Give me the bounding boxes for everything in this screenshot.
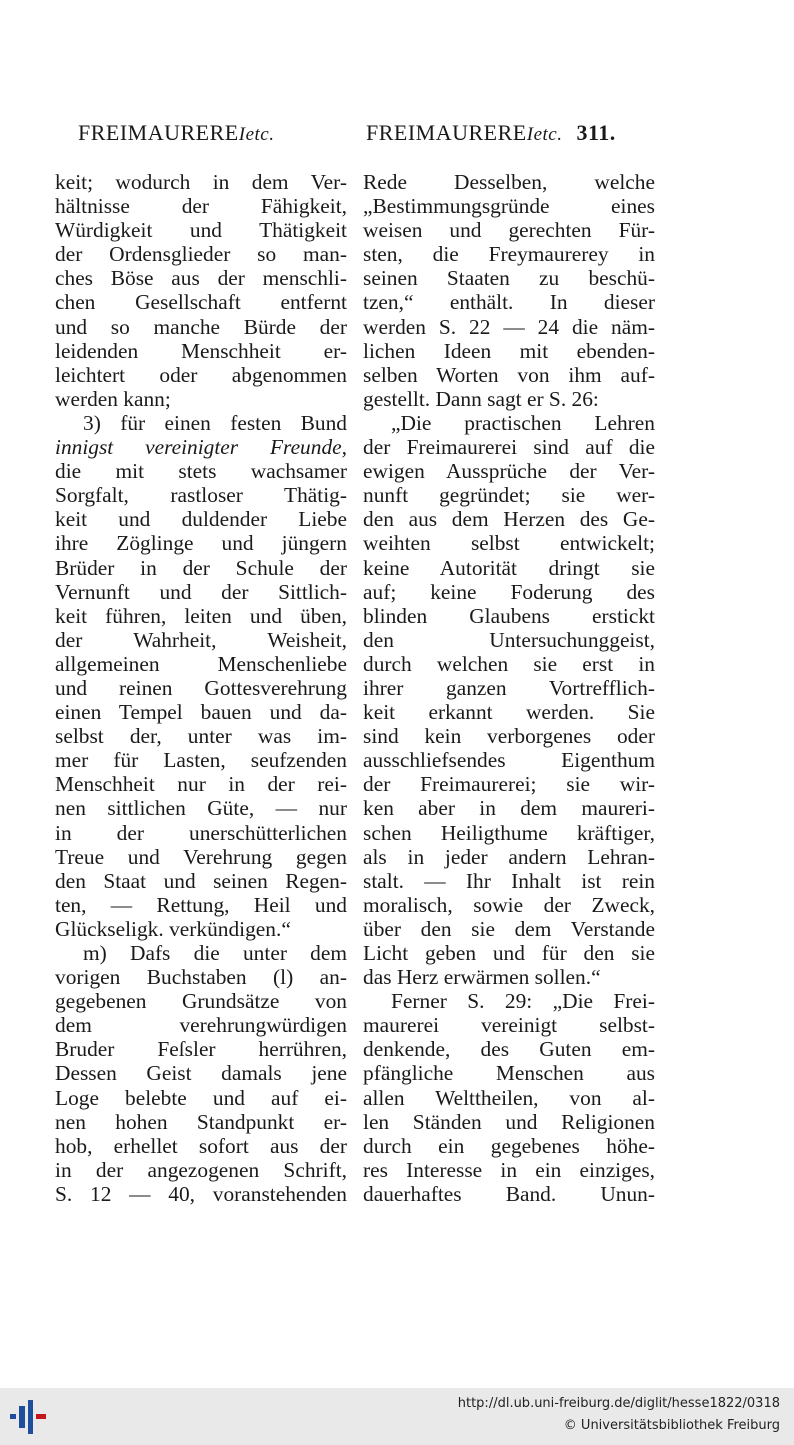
text-line: den aus dem Herzen des Ge-	[363, 507, 655, 532]
text-line: der Freimaurerei sind auf die	[363, 435, 655, 460]
page-number: 311.	[576, 120, 616, 145]
text-line: gegebenen Grundsätze von	[55, 989, 347, 1014]
text-line: einen Tempel bauen und da-	[55, 700, 347, 725]
library-logo-icon	[8, 1398, 50, 1436]
text-line: der Wahrheit, Weisheit,	[55, 627, 347, 652]
text-line: keine Autorität dringt sie	[363, 555, 655, 580]
text-line: keit führen, leiten und üben,	[55, 603, 347, 628]
text-line: Licht geben und für den sie	[363, 941, 655, 965]
text-line: allen Welttheilen, von al-	[363, 1085, 655, 1110]
text-line: durch welchen sie erst in	[363, 651, 655, 676]
text-line: res Interesse in ein einziges,	[363, 1157, 655, 1182]
header-right-title: FREIMAURERE	[366, 120, 527, 145]
text-line: „Die practischen Lehren	[391, 410, 655, 435]
text-line: der Freimaurerei; sie wir-	[363, 772, 655, 797]
text-line: ches Böse aus der menschli-	[55, 266, 347, 291]
text-line: blinden Glaubens erstickt	[363, 603, 655, 628]
header-left-title: FREIMAURERE	[78, 120, 239, 145]
text-line: den Staat und seinen Regen-	[55, 868, 347, 893]
text-column-left	[55, 170, 347, 1206]
text-line: die mit stets wachsamer	[55, 459, 347, 484]
text-line: den Untersuchunggeist,	[363, 627, 655, 652]
text-line: der Ordensglieder so man-	[55, 242, 347, 267]
text-line: keit; wodurch in dem Ver-	[55, 170, 347, 194]
text-line: Treue und Verehrung gegen	[55, 844, 347, 869]
text-line: leidenden Menschheit er-	[55, 338, 347, 363]
text-line: ken aber in dem maureri-	[363, 796, 655, 821]
text-line: Bruder Feſsler herrühren,	[55, 1037, 347, 1062]
header-left-etc: Ietc.	[238, 124, 275, 145]
text-line: len Ständen und Religionen	[363, 1109, 655, 1134]
text-line: selben Worten von ihm auf-	[363, 362, 655, 387]
text-column-right	[363, 170, 655, 1206]
text-line: werden kann;	[55, 386, 171, 411]
text-line: hob, erhellet sofort aus der	[55, 1133, 347, 1158]
text-line: schen Heiligthume kräftiger,	[363, 820, 655, 845]
text-line: Glückseligk. verkündigen.“	[55, 916, 291, 941]
text-line: allgemeinen Menschenliebe	[55, 651, 347, 676]
text-line: innigst vereinigter Freunde,	[55, 435, 347, 460]
text-line: mer für Lasten, seufzenden	[55, 748, 347, 773]
text-line: ihre Zöglinge und jüngern	[55, 531, 347, 556]
running-header-right	[366, 120, 616, 146]
viewer-footer	[0, 1388, 794, 1445]
text-line: in der angezogenen Schrift,	[55, 1157, 347, 1182]
text-line: auf; keine Foderung des	[363, 579, 655, 604]
text-line: hältnisse der Fähigkeit,	[55, 194, 347, 219]
text-line: leichtert oder abgenommen	[55, 362, 347, 387]
text-line: nen hohen Standpunkt er-	[55, 1109, 347, 1134]
text-line: Rede Desselben, welche	[363, 170, 655, 194]
text-line: und so manche Bürde der	[55, 314, 347, 339]
text-line: seinen Staaten zu beschü-	[363, 266, 655, 291]
text-line: und reinen Gottesverehrung	[55, 675, 347, 700]
text-line: Ferner S. 29: „Die Frei-	[391, 989, 655, 1014]
text-line: Vernunft und der Sittlich-	[55, 579, 347, 604]
text-line: vorigen Buchstaben (l) an-	[55, 965, 347, 990]
text-line: tzen,“ enthält. In dieser	[363, 290, 655, 315]
text-line: sten, die Freymaurerey in	[363, 242, 655, 267]
text-line: S. 12 — 40, voranstehenden	[55, 1181, 347, 1206]
text-line: als in jeder andern Lehran-	[363, 844, 655, 869]
text-line: Brüder in der Schule der	[55, 555, 347, 580]
text-line: Dessen Geist damals jene	[55, 1061, 347, 1086]
text-line: ausschliefsendes Eigenthum	[363, 748, 655, 773]
copyright-notice: © Universitätsbibliothek Freiburg	[563, 1418, 780, 1433]
text-line: weihten selbst entwickelt;	[363, 531, 655, 556]
text-line: m) Dafs die unter dem	[83, 941, 347, 965]
text-line: werden S. 22 — 24 die näm-	[363, 314, 655, 339]
text-line: keit und duldender Liebe	[55, 507, 347, 532]
text-line: Würdigkeit und Thätigkeit	[55, 218, 347, 243]
text-line: dauerhaftes Band. Unun-	[363, 1181, 655, 1206]
text-line: lichen Ideen mit ebenden-	[363, 338, 655, 363]
text-line: maurerei vereinigt selbst-	[363, 1013, 655, 1038]
text-line: nunft gegründet; sie wer-	[363, 483, 655, 508]
header-right-etc: Ietc.	[526, 124, 563, 145]
text-line: 3) für einen festen Bund	[83, 410, 347, 435]
text-line: über den sie dem Verstande	[363, 916, 655, 941]
text-line: Loge belebte und auf ei-	[55, 1085, 347, 1110]
text-line: in der unerschütterlichen	[55, 820, 347, 845]
text-line: durch ein gegebenes höhe-	[363, 1133, 655, 1158]
running-header-left	[78, 120, 274, 146]
text-line: ten, — Rettung, Heil und	[55, 892, 347, 917]
text-line: ihrer ganzen Vortrefflich-	[363, 675, 655, 700]
text-line: dem verehrungwürdigen	[55, 1013, 347, 1038]
text-line: keit erkannt werden. Sie	[363, 700, 655, 725]
text-line: selbst der, unter was im-	[55, 724, 347, 749]
text-line: ewigen Aussprüche der Ver-	[363, 459, 655, 484]
text-line: chen Gesellschaft entfernt	[55, 290, 347, 315]
text-line: stalt. — Ihr Inhalt ist rein	[363, 868, 655, 893]
text-line: moralisch, sowie der Zweck,	[363, 892, 655, 917]
text-line: gestellt. Dann sagt er S. 26:	[363, 386, 599, 411]
text-line: weisen und gerechten Für-	[363, 218, 655, 243]
permalink-url[interactable]: http://dl.ub.uni-freiburg.de/diglit/hesse1822/0318	[457, 1396, 780, 1411]
text-line: denkende, des Guten em-	[363, 1037, 655, 1062]
text-line: Sorgfalt, rastloser Thätig-	[55, 483, 347, 508]
text-line: sind kein verborgenes oder	[363, 724, 655, 749]
text-line: nen sittlichen Güte, — nur	[55, 796, 347, 821]
text-line: „Bestimmungsgründe eines	[363, 194, 655, 219]
text-line: pfängliche Menschen aus	[363, 1061, 655, 1086]
text-line: Menschheit nur in der rei-	[55, 772, 347, 797]
text-line: das Herz erwärmen sollen.“	[363, 965, 601, 990]
